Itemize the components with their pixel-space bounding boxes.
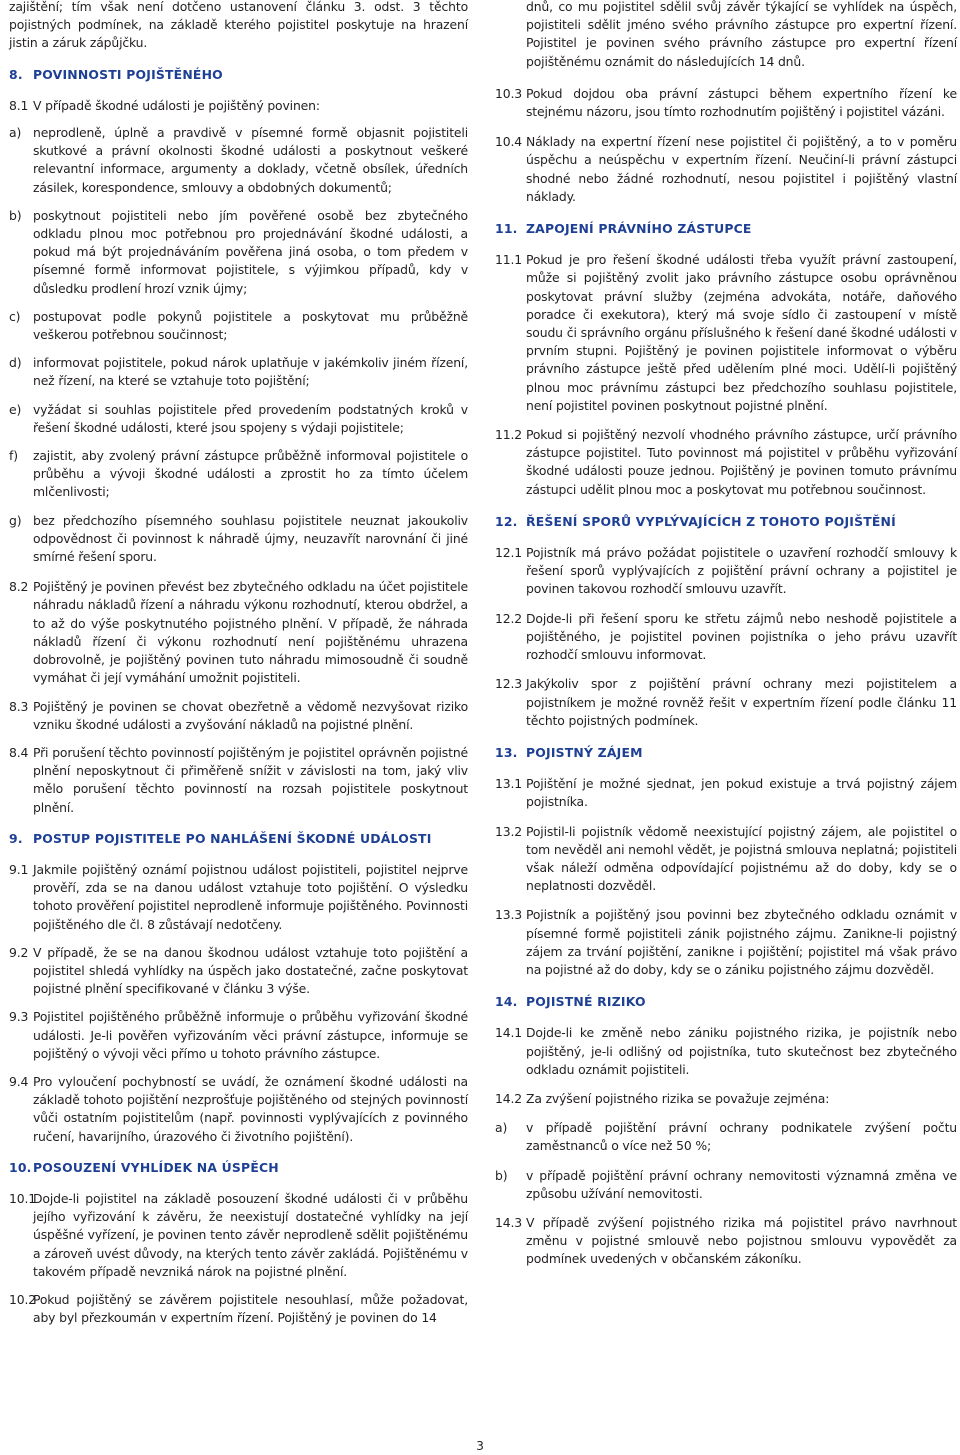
paragraph-number: 9.4 <box>9 1073 29 1089</box>
paragraph-number: 14.2 <box>495 1090 522 1106</box>
section-title: POSOUZENÍ VYHLÍDEK NA ÚSPĚCH <box>33 1159 279 1175</box>
paragraph-number: 14.3 <box>495 1214 522 1230</box>
paragraph-number: 13.3 <box>495 907 522 923</box>
list-item-f <box>9 447 468 502</box>
list-letter: c) <box>9 308 21 324</box>
list-text: v případě pojištění právní ochrany podnikatele zvýšení počtu zaměstnanců o více než 50 %; <box>526 1120 957 1154</box>
paragraph-number: 9.2 <box>9 944 29 960</box>
list-letter: a) <box>9 125 22 141</box>
paragraph-9-3 <box>9 1008 468 1063</box>
list-item-b <box>495 1167 957 1203</box>
paragraph-12-3 <box>495 675 957 730</box>
section-8-heading <box>9 66 468 84</box>
section-title: POJISTNÝ ZÁJEM <box>526 744 643 760</box>
section-10-heading <box>9 1159 468 1177</box>
paragraph-text: V případě zvýšení pojistného rizika má pojistitel právo navrhnout změnu v pojistné smlouvě nebo pojistnou smlouvu vypovědět za podmínek uvedených v občanském zákoníku. <box>526 1214 957 1267</box>
list-item-g <box>9 512 468 567</box>
list-text: zajistit, aby zvolený právní zástupce průběžně informoval pojistitele o průběhu a vývoji škodné události a zprostit ho za tímto účelem mlčenlivosti; <box>33 448 468 500</box>
paragraph-text: Při porušení těchto povinností pojištěným je pojistitel oprávněn pojistné plnění neposkytnout či přiměřeně snížit v závislosti na tom, jaký vliv mělo porušení těchto povinností na rozsah pojistitele poskytnout plnění. <box>33 744 468 815</box>
list-item-e <box>9 401 468 437</box>
paragraph-text: Pokud si pojištěný nezvolí vhodného právního zástupce, určí právního zástupce pojistitel. Tuto povinnost má pojistitel v průběhu vyřizování škodné události pouze jednou. Pojištěný je povinen tomuto právnímu zástupci udělit plnou moc a poskytovat mu potřebnou součinnost. <box>526 427 957 497</box>
paragraph-number: 13.2 <box>495 823 522 839</box>
paragraph-text: Pojištění je možné sjednat, jen pokud existuje a trvá pojistný zájem pojistníka. <box>526 776 957 810</box>
page-number: 3 <box>476 1439 484 1453</box>
paragraph-8-2 <box>9 578 468 687</box>
section-title: ZAPOJENÍ PRÁVNÍHO ZÁSTUPCE <box>526 221 752 237</box>
paragraph-text: Pojištěný je povinen se chovat obezřetně a vědomě nezvyšovat riziko vzniku škodné události a zvyšování nákladů na pojistné plnění. <box>33 698 468 732</box>
list-letter: f) <box>9 448 18 464</box>
paragraph-text: Pojistník a pojištěný jsou povinni bez zbytečného odkladu oznámit v písemné formě pojistiteli zánik pojistného zájmu. Zanikne-li pojistný zájem za trvání pojištění, zanikne i pojištění; pojistitel má však právo na pojistné až do doby, kdy se o zániku pojistného zájmu dozvěděl. <box>526 907 957 977</box>
paragraph-text: Pojistník má právo požádat pojistitele o uzavření rozhodčí smlouvy k řešení sporů vyplývajících z pojištění právní ochrany a pojistitel je povinen takovou rozhodčí smlouvu uzavřít. <box>526 545 957 597</box>
list-letter: d) <box>9 355 22 371</box>
paragraph-14-1 <box>495 1024 957 1079</box>
section-11-heading <box>495 220 957 238</box>
paragraph-number: 14.1 <box>495 1025 522 1041</box>
paragraph-14-3 <box>495 1214 957 1269</box>
list-text: informovat pojistitele, pokud nárok uplatňuje v jakémkoliv jiném řízení, než řízení, na které se vztahuje toto pojištění; <box>33 355 468 389</box>
section-9-heading <box>9 830 468 848</box>
paragraph-13-1 <box>495 775 957 811</box>
list-letter: g) <box>9 512 22 528</box>
paragraph-8-3 <box>9 698 468 734</box>
section-number: 12. <box>495 513 518 529</box>
section-number: 14. <box>495 994 518 1010</box>
paragraph-10-4 <box>495 133 957 206</box>
paragraph-14-2 <box>495 1090 957 1108</box>
paragraph-number: 10.4 <box>495 134 522 150</box>
paragraph-10-1 <box>9 1190 468 1281</box>
list-item-b <box>9 207 468 298</box>
right-column <box>495 0 957 1269</box>
paragraph-12-2 <box>495 610 957 665</box>
section-number: 11. <box>495 221 518 237</box>
paragraph-9-2 <box>9 944 468 999</box>
list-item-c <box>9 308 468 344</box>
list-letter: a) <box>495 1120 508 1136</box>
paragraph-12-1 <box>495 544 957 599</box>
section-12-heading <box>495 513 957 531</box>
paragraph-text: Jakýkoliv spor z pojištění právní ochrany mezi pojistitelem a pojistníkem je možné rovněž řešit v expertním řízení podle článku 11 těchto pojistných podmínek. <box>526 676 957 728</box>
list-letter: b) <box>495 1167 508 1183</box>
section-number: 9. <box>9 830 23 846</box>
paragraph-text: Dojde-li ke změně nebo zániku pojistného rizika, je pojistník nebo pojištěný, je-li odlišný od pojistníka, tuto skutečnost bez zbytečného odkladu oznámit pojistiteli. <box>526 1025 957 1077</box>
paragraph-10-2 <box>9 1291 468 1327</box>
paragraph-number: 11.2 <box>495 427 522 443</box>
paragraph-number: 12.3 <box>495 676 522 692</box>
paragraph-text: Pojištěný je povinen převést bez zbytečného odkladu na účet pojistitele náhradu nákladů řízení a náhradu výkonu rozhodnutí, kterou obdržel, a to až do výše poskytnutého pojistného plnění. V případě, že náhrada nákladů řízení či výkonu rozhodnutí není pojištěnému uhrazena dobrovolně, je pojištěný povinen tuto náhradu mimosoudně či soudně vymáhat či její vymáhání umožnit pojistiteli. <box>33 579 468 686</box>
paragraph-number: 8.4 <box>9 744 29 760</box>
paragraph-number: 10.2 <box>9 1291 36 1307</box>
section-13-heading <box>495 744 957 762</box>
paragraph-number: 10.3 <box>495 85 522 101</box>
paragraph-number: 8.2 <box>9 579 29 595</box>
section-title: ŘEŠENÍ SPORŮ VYPLÝVAJÍCÍCH Z TOHOTO POJIŠTĚNÍ <box>526 513 896 529</box>
paragraph-9-4 <box>9 1073 468 1146</box>
paragraph-number: 8.3 <box>9 698 29 714</box>
list-text: poskytnout pojistiteli nebo jím pověřené osobě bez zbytečného odkladu plnou moc potřebnou pro projednávání škodné události, a pokud má být projednáváním pověřena jiná osoba, o tom předem v písemné formě informovat pojistitele, s výjimkou případů, kdy v důsledku prodlení hrozí vznik újmy; <box>33 207 468 296</box>
paragraph-number: 8.1 <box>9 97 29 113</box>
paragraph-13-2 <box>495 823 957 896</box>
section-number: 8. <box>9 66 23 82</box>
paragraph-text: Pro vyloučení pochybností se uvádí, že oznámení škodné události na základě tohoto pojištění nezprošťuje pojištěného od stejných povinností vůči ostatním pojistitelům (např. povinnosti vyplývajících z povinného ručení, havarijního, úrazového či životního pojištění). <box>33 1073 468 1144</box>
paragraph-text: Dojde-li pojistitel na základě posouzení škodné události či v průběhu jejího vyřizování k závěru, že neexistují dostatečné vyhlídky na její úspěšné vyřízení, je povinen tento závěr neprodleně sdělit pojištěnému a zároveň uvést důvody, na kterých tento závěr zakládá. Pojištěnému v takovém případě nevzniká nárok na pojistné plnění. <box>33 1190 468 1279</box>
list-item-a <box>495 1119 957 1155</box>
paragraph-text: Pojistitel pojištěného průběžně informuje o průběhu vyřizování škodné události. Je-li pověřen vyřizováním věci právní zástupce, informuje se pojištěný o vývoji věci přímo u tohoto právního zástupce. <box>33 1009 468 1061</box>
paragraph-text: Pokud pojištěný se závěrem pojistitele nesouhlasí, může požadovat, aby byl přezkoumán v expertním řízení. Pojištěný je povinen do 14 <box>33 1291 468 1326</box>
left-column <box>9 0 468 1327</box>
paragraph-9-1 <box>9 861 468 934</box>
paragraph-number: 13.1 <box>495 776 522 792</box>
list-letter: b) <box>9 207 22 223</box>
list-text: neprodleně, úplně a pravdivě v písemné formě objasnit pojistiteli skutkové a právní okolnosti škodné události a poskytnout veškeré relevantní informace, argumenty a doklady, včetně obsílek, úředních zásilek, korespondence, smlouvy a obdobných dokumentů; <box>33 125 468 195</box>
paragraph-text: Pokud je pro řešení škodné události třeba využít právní zastoupení, může si pojištěný zvolit jako právního zástupce osobu oprávněnou poskytovat právní služby (zejména advokáta, notáře, daňového poradce či exekutora), který má svoje sídlo či zastoupení v místě soudu či správního orgánu příslušného k řešení dané škodné události v prvním stupni. Pojištěný je povinen pojistitele informovat o výběru právního zástupce ještě před udělením plné moci. Udělí-li pojištěný plnou moc právnímu zástupci bez předchozího souhlasu pojistitele, není pojistitel povinen poskytnout pojistné plnění. <box>526 252 957 413</box>
paragraph-text: Pokud dojdou oba právní zástupci během expertního řízení ke stejnému názoru, jsou tímto rozhodnutím pojištěný i pojistitel vázáni. <box>526 85 957 120</box>
paragraph-text: Dojde-li při řešení sporu ke střetu zájmů nebo neshodě pojistitele a pojištěného, je pojistitel povinen pojistníka o jeho právu uzavřít rozhodčí smlouvu informovat. <box>526 610 957 663</box>
continuation-paragraph: dnů, co mu pojistitel sdělil svůj závěr týkající se vyhlídek na úspěch, pojistiteli sdělit jméno svého právního zástupce pro expertní řízení. Pojistitel je povinen svého právního zástupce pro expertní řízení pojištěnému oznámit do následujících 14 dnů. <box>526 0 957 69</box>
paragraph-number: 12.1 <box>495 545 522 561</box>
list-item-a <box>9 124 468 197</box>
paragraph-number: 12.2 <box>495 610 522 626</box>
paragraph-number: 9.3 <box>9 1009 29 1025</box>
list-item-d <box>9 354 468 390</box>
paragraph-text: Náklady na expertní řízení nese pojistitel či pojištěný, a to v poměru úspěchu a neúspěchu v expertním řízení. Neučiní-li právní zástupci shodné nebo žádné rozhodnutí, nesou pojistitel i pojištěný vlastní náklady. <box>526 134 957 204</box>
paragraph-number: 10.1 <box>9 1190 36 1206</box>
intro-paragraph: zajištění; tím však není dotčeno ustanovení článku 3. odst. 3 těchto pojistných podmínek, na základě kterého pojistitel poskytuje na hrazení jistin a záruk zápůjčku. <box>9 0 468 51</box>
list-text: v případě pojištění právní ochrany nemovitosti významná změna ve způsobu užívání nemovitosti. <box>526 1167 957 1201</box>
paragraph-text: Jakmile pojištěný oznámí pojistnou událost pojistiteli, pojistitel nejprve prověří, zda se na danou událost vztahuje toto pojištění. O výsledku tohoto prověření pojistitel neprodleně informuje pojištěného. Povinnosti pojištěného dle čl. 8 zůstávají nedotčeny. <box>33 861 468 932</box>
section-14-heading <box>495 993 957 1011</box>
paragraph-8-1 <box>9 97 468 115</box>
list-text: postupovat podle pokynů pojistitele a poskytovat mu průběžně veškerou potřebnou součinnost; <box>33 308 468 343</box>
section-title: POVINNOSTI POJIŠTĚNÉHO <box>33 66 223 82</box>
paragraph-text: Pojistil-li pojistník vědomě neexistující pojistný zájem, ale pojistitel o tom nevěděl ani nemohl vědět, je pojistná smlouva neplatná; pojistiteli však náleží odměna odpovídající pojistnému až do doby, kdy se o neplatnosti dozvěděl. <box>526 823 958 894</box>
paragraph-text: V případě, že se na danou škodnou událost vztahuje toto pojištění a pojistitel shledá vyhlídky na úspěch jako dostatečné, začne poskytovat pojistné plnění specifikované v článku 3 výše. <box>33 944 468 997</box>
list-text: bez předchozího písemného souhlasu pojistitele neuznat jakoukoliv odpovědnost či povinnost k náhradě újmy, neuzavřít narovnání či jiné smírné řešení sporu. <box>33 512 468 565</box>
section-number: 13. <box>495 744 518 760</box>
paragraph-13-3 <box>495 906 957 979</box>
paragraph-number: 9.1 <box>9 861 29 877</box>
list-text: vyžádat si souhlas pojistitele před provedením podstatných kroků v řešení škodné události, které jsou spojeny s výdaji pojistitele; <box>33 401 468 435</box>
paragraph-number: 11.1 <box>495 252 522 268</box>
section-title: POJISTNÉ RIZIKO <box>526 994 646 1010</box>
paragraph-8-4 <box>9 744 468 817</box>
section-number: 10. <box>9 1159 32 1175</box>
list-letter: e) <box>9 401 22 417</box>
paragraph-11-2 <box>495 426 957 499</box>
paragraph-10-3 <box>495 85 957 121</box>
paragraph-text: V případě škodné události je pojištěný povinen: <box>33 97 320 113</box>
paragraph-11-1 <box>495 251 957 415</box>
paragraph-text: Za zvýšení pojistného rizika se považuje zejména: <box>526 1090 830 1106</box>
section-title: POSTUP POJISTITELE PO NAHLÁŠENÍ ŠKODNÉ UDÁLOSTI <box>33 830 432 846</box>
